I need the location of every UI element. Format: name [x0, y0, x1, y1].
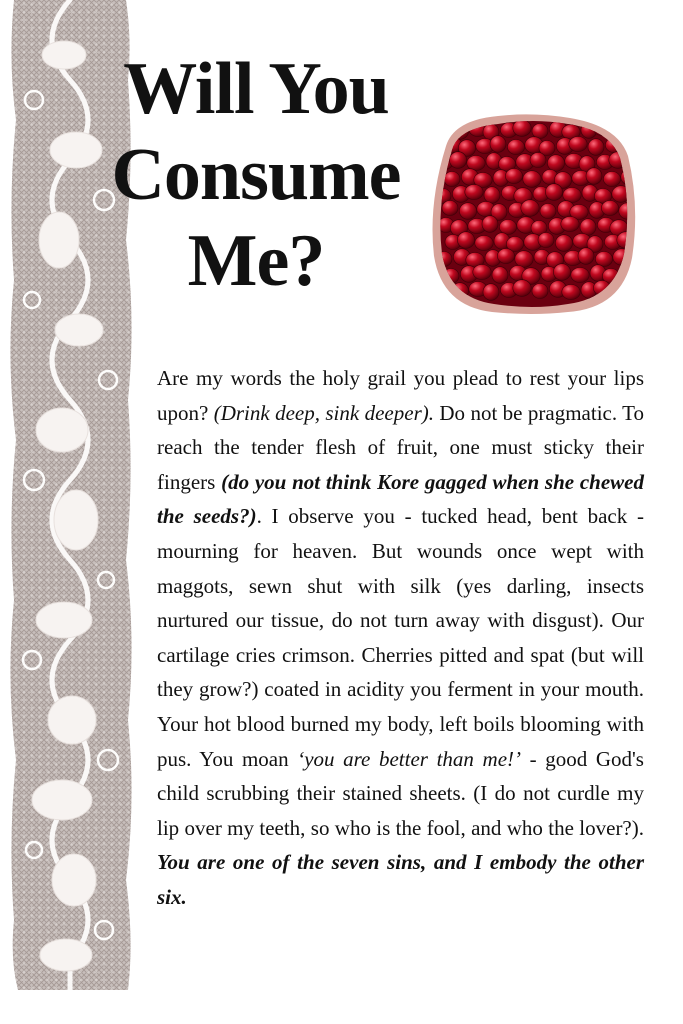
pomegranate-seed	[442, 201, 458, 216]
pomegranate-seed	[547, 155, 564, 172]
pomegranate-seed	[444, 172, 460, 187]
poem-bold-italic-kore: (do you not think Kore gagged when she chewed the seeds?)	[157, 469, 644, 529]
pomegranate-seed	[530, 153, 546, 168]
pomegranate-seed	[465, 185, 483, 200]
pomegranate-seed	[434, 121, 450, 136]
pomegranate-seed	[563, 188, 581, 203]
pomegranate-seed	[553, 264, 570, 281]
pomegranate-image	[428, 114, 638, 314]
pomegranate-seed	[499, 220, 516, 235]
title-line-1: Will You	[123, 48, 389, 130]
pomegranate-seed	[578, 248, 594, 265]
pomegranate-seed	[540, 204, 556, 219]
pomegranate-seed	[595, 252, 612, 267]
pomegranate-seed	[513, 280, 531, 297]
poem-text-1: Are my words the holy grail you plead to rest your lips upon?	[157, 366, 644, 425]
pomegranate-seed	[475, 236, 493, 251]
poem-text-3: . I observe you - tucked head, bent back - mourning for heaven. But wounds once wept with maggots, sewn shut with silk (yes darling, insects nurtured our tissue, do not turn away with disgust). Our cartilage cries crimson. Cherries pitted and spat (but will they grow?) coated in acidity you ferment in your mouth. Your hot blood burned my body, left boils blooming with pus. You moan	[157, 504, 644, 771]
pomegranate-seed	[561, 217, 579, 232]
pomegranate-seed	[562, 285, 580, 300]
pomegranate-seed	[580, 219, 596, 236]
pomegranate-seed	[601, 201, 618, 216]
pomegranate-seed	[492, 267, 508, 284]
pomegranate-seed	[515, 251, 533, 268]
pomegranate-seed	[532, 284, 548, 299]
poem-text-4: - good God's child scrubbing their stained sheets. (I do not curdle my lip over my teeth, so who is the fool, and who the lover?).	[157, 746, 644, 840]
pomegranate-seed	[586, 168, 602, 185]
pomegranate-seed	[459, 203, 476, 220]
poem-bold-italic-seven-sins: You are one of the seven sins, and I embody the other six.	[157, 850, 644, 909]
pomegranate-seed	[603, 172, 620, 187]
pomegranate-seed	[538, 233, 554, 248]
poem-italic-better-than-me: ‘you are better than me!’	[297, 746, 522, 771]
pomegranate-seed	[484, 187, 500, 204]
pomegranate-seed	[497, 249, 514, 264]
pomegranate-seed	[532, 124, 548, 139]
pomegranate-seed	[513, 120, 531, 137]
pomegranate-seed	[467, 156, 485, 171]
pomegranate-seed	[482, 216, 498, 233]
pomegranate-seed	[545, 184, 562, 201]
poem-body	[157, 361, 644, 915]
pomegranate-seed	[521, 200, 539, 217]
poem-text-2: Do not be pragmatic. To reach the tender flesh of fruit, one must sticky their fingers	[157, 400, 644, 494]
pomegranate-seed	[457, 232, 474, 249]
title-line-2: Consume	[111, 134, 401, 216]
pomegranate-seed	[449, 152, 466, 169]
pomegranate-seed	[588, 139, 604, 156]
title-line-3: Me?	[187, 220, 325, 302]
pomegranate-seed	[505, 169, 522, 184]
pomegranate-seed	[507, 140, 524, 155]
pomegranate-seed	[523, 171, 541, 188]
pomegranate-seed	[483, 284, 499, 301]
pomegranate-seed	[569, 137, 587, 152]
poem-title	[76, 46, 436, 304]
pomegranate-seed	[490, 136, 506, 153]
pomegranate-seed	[473, 265, 491, 280]
pomegranate-seed	[555, 235, 572, 252]
pomegranate-seed	[571, 268, 589, 283]
poem-italic-drink-deep: (Drink deep, sink deeper).	[213, 400, 434, 425]
